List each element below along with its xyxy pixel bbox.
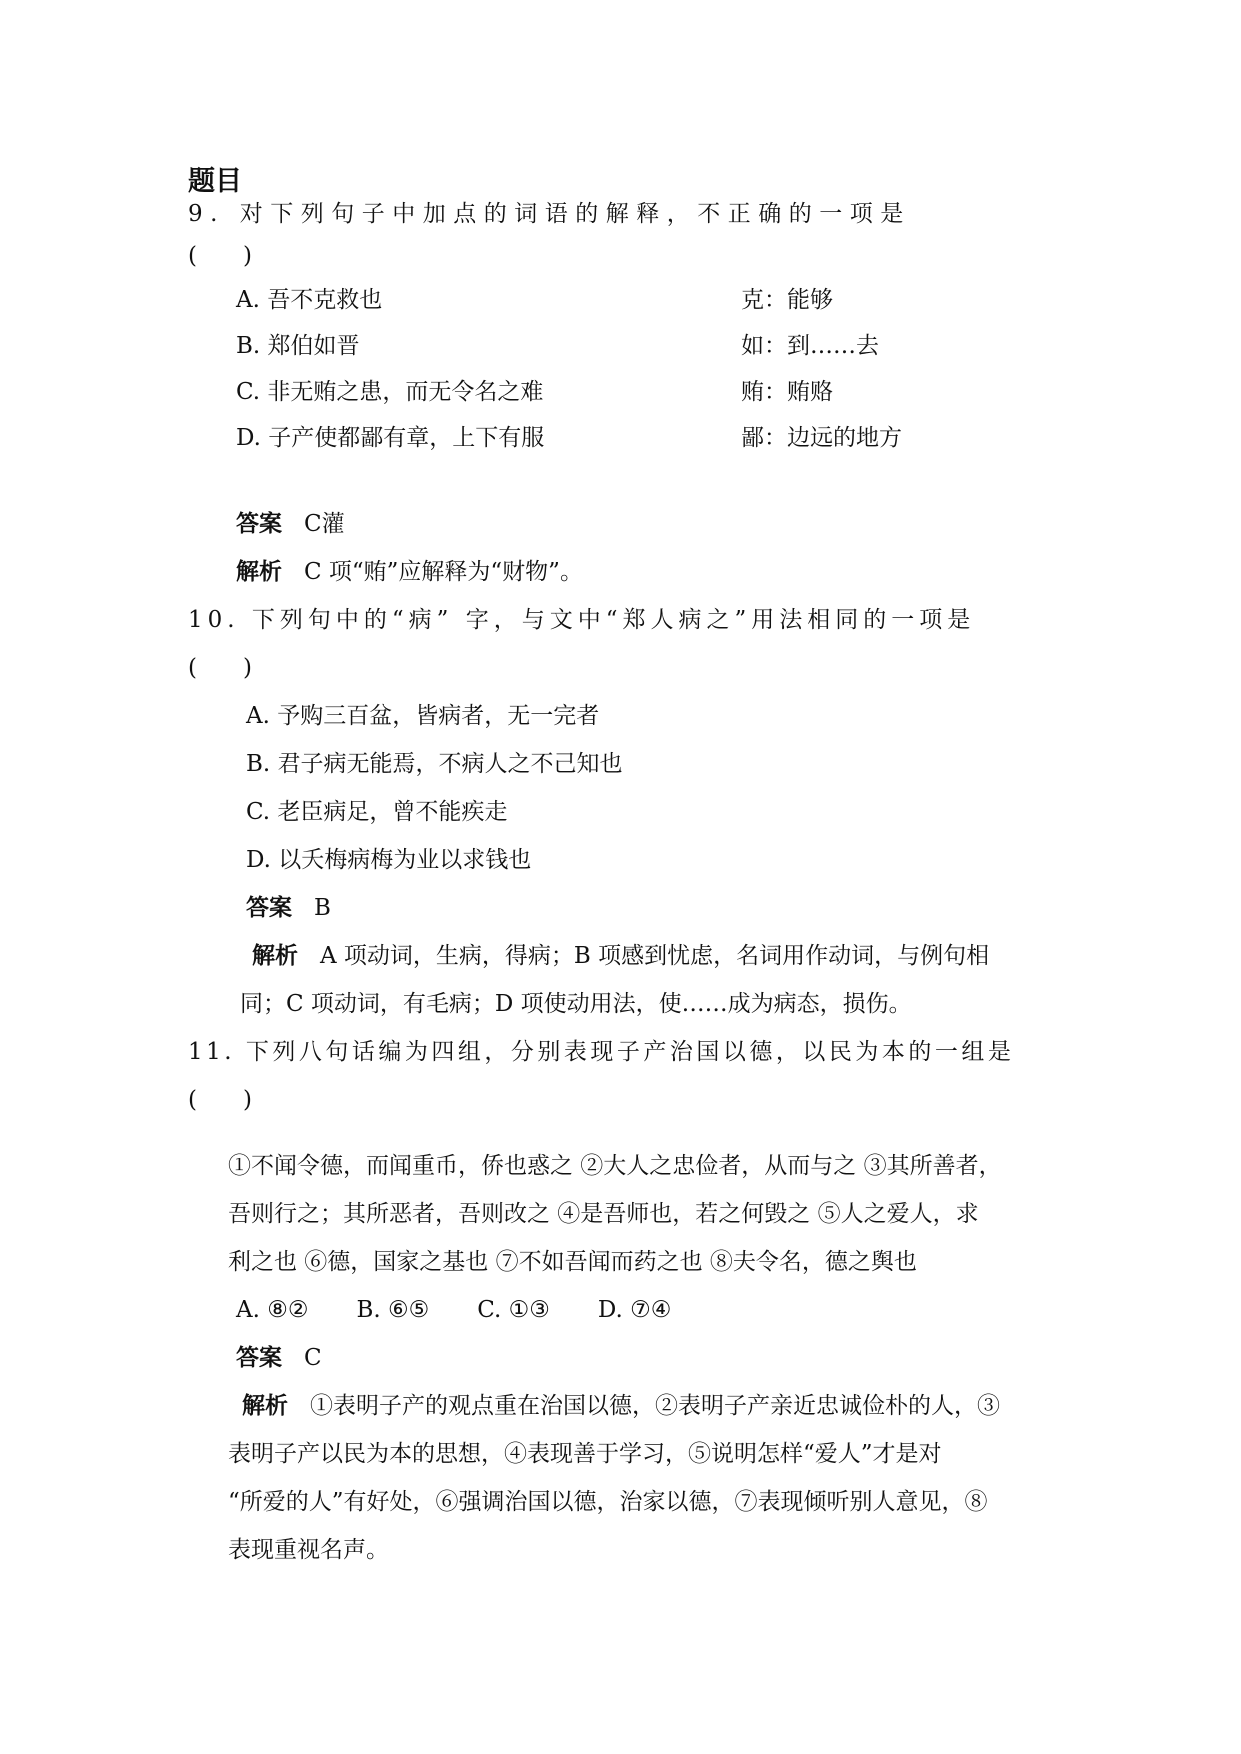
q10-option-d: D. 以夭梅病梅为业以求钱也 bbox=[246, 847, 532, 873]
q9-gloss-b: 如：到……去 bbox=[741, 333, 879, 359]
q11-analysis-line4: 表现重视名声。 bbox=[228, 1537, 389, 1563]
q11-analysis bbox=[242, 1390, 1000, 1422]
q11-choice-c: C. ①③ bbox=[477, 1297, 550, 1323]
q10-analysis-line2: 同；C 项动词，有毛病；D 项使动用法，使……成为病态，损伤。 bbox=[240, 991, 912, 1017]
q11-answer-label: 答案 bbox=[236, 1345, 282, 1371]
q9-analysis bbox=[236, 556, 583, 588]
q11-analysis-line1: ①表明子产的观点重在治国以德，②表明子产亲近忠诚俭朴的人，③ bbox=[310, 1393, 1000, 1419]
q11-sentences-line3: 利之也 ⑥德，国家之基也 ⑦不如吾闻而药之也 ⑧夫令名，德之舆也 bbox=[228, 1249, 917, 1275]
q9-option-a: A. 吾不克救也 bbox=[236, 287, 383, 313]
q11-sentences-line1: ①不闻令德，而闻重币，侨也惑之 ②大人之忠俭者，从而与之 ③其所善者， bbox=[228, 1153, 1002, 1179]
q9-option-d: D. 子产使都鄙有章，上下有服 bbox=[236, 425, 545, 451]
q9-gloss-a: 克：能够 bbox=[741, 287, 833, 313]
q10-analysis bbox=[252, 940, 989, 972]
q11-choice-d: D. ⑦④ bbox=[597, 1297, 672, 1323]
q9-analysis-label: 解析 bbox=[236, 559, 282, 585]
q9-option-c: C. 非无贿之患，而无令名之难 bbox=[236, 379, 544, 405]
q11-paren: ( ) bbox=[188, 1087, 252, 1113]
q9-paren: ( ) bbox=[188, 243, 252, 269]
q9-option-b: B. 郑伯如晋 bbox=[236, 333, 360, 359]
q11-analysis-line2: 表明子产以民为本的思想，④表现善于学习，⑤说明怎样“爱人”才是对 bbox=[228, 1441, 942, 1467]
q11-choice-a: A. ⑧② bbox=[236, 1297, 309, 1323]
q11-choice-b: B. ⑥⑤ bbox=[356, 1297, 430, 1323]
q9-answer bbox=[236, 508, 345, 540]
q9-gloss-c: 贿：贿赂 bbox=[741, 379, 833, 405]
q10-answer bbox=[246, 892, 331, 924]
q11-stem-text: 11. 下列八句话编为四组，分别表现子产治国以德，以民为本的一组是 bbox=[188, 1039, 1015, 1065]
q9-gloss-d: 鄙：边远的地方 bbox=[741, 425, 902, 451]
q10-option-a: A. 予购三百盆，皆病者，无一完者 bbox=[246, 703, 600, 729]
q9-analysis-text: C 项“贿”应解释为“财物”。 bbox=[304, 559, 583, 585]
q11-answer-value: C bbox=[304, 1345, 322, 1371]
q10-option-b: B. 君子病无能焉，不病人之不己知也 bbox=[246, 751, 623, 777]
q11-analysis-line3: “所爱的人”有好处，⑥强调治国以德，治家以德，⑦表现倾听别人意见，⑧ bbox=[228, 1489, 988, 1515]
q11-sentences-line2: 吾则行之；其所恶者，吾则改之 ④是吾师也，若之何毁之 ⑤人之爱人，求 bbox=[228, 1201, 979, 1227]
q9-answer-label: 答案 bbox=[236, 511, 282, 537]
q11-answer bbox=[236, 1342, 322, 1374]
q10-option-c: C. 老臣病足，曾不能疾走 bbox=[246, 799, 508, 825]
section-heading: 题目 bbox=[188, 166, 242, 197]
q11-stem bbox=[188, 1036, 1048, 1068]
q10-analysis-line1: A 项动词，生病，得病；B 项感到忧虑，名词用作动词，与例句相 bbox=[320, 943, 990, 969]
q11-analysis-label: 解析 bbox=[242, 1393, 288, 1419]
q9-answer-value: C灌 bbox=[304, 511, 345, 537]
q9-stem-text: 9. 对下列句子中加点的词语的解释，不正确的一项是 bbox=[188, 201, 911, 227]
q10-answer-label: 答案 bbox=[246, 895, 292, 921]
q10-answer-value: B bbox=[314, 895, 331, 921]
q10-stem bbox=[188, 604, 1048, 636]
q11-choices bbox=[236, 1294, 671, 1326]
q10-stem-text: 10. 下列句中的“病” 字，与文中“郑人病之”用法相同的一项是 bbox=[188, 607, 976, 633]
q10-analysis-label: 解析 bbox=[252, 943, 298, 969]
q9-stem bbox=[188, 198, 1048, 230]
q10-paren: ( ) bbox=[188, 655, 252, 681]
